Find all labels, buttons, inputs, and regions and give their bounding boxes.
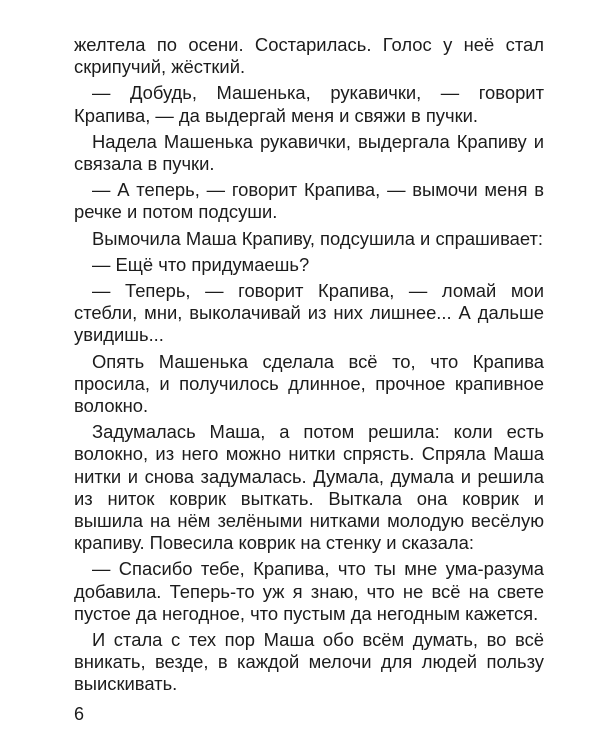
paragraph: И стала с тех пор Маша обо всём думать, во всё вникать, везде, в каждой мелочи для людей пользу выискивать. (74, 629, 544, 695)
paragraph: Задумалась Маша, а потом решила: коли есть волокно, из него можно нитки спрясть. Спряла Маша нитки и снова задумалась. Думала, думала и решила из ниток коврик выткать. Выткала она коврик и вышила на нём зелёными нитками молодую весёлую крапиву. Повесила коврик на стенку и сказала: (74, 421, 544, 554)
paragraph: — Спасибо тебе, Крапива, что ты мне ума-разума добавила. Теперь-то уж я знаю, что не всё на свете пустое да негодное, что пустым да негодным кажется. (74, 558, 544, 624)
paragraph: Вымочила Маша Крапиву, подсушила и спрашивает: (92, 227, 544, 249)
paragraph: — Добудь, Машенька, рукавички, — говорит Крапива, — да выдергай меня и свяжи в пучки. (74, 82, 544, 126)
paragraph: — Ещё что придумаешь? (92, 253, 310, 275)
paragraph: Опять Машенька сделала всё то, что Крапива просила, и получилось длинное, прочное крапивное волокно. (74, 350, 544, 417)
paragraph: Надела Машенька рукавички, выдергала Крапиву и связала в пучки. (74, 130, 544, 175)
page-body (74, 34, 544, 700)
paragraph: желтела по осени. Состарилась. Голос у неё стал скрипучий, жёсткий. (74, 34, 544, 78)
page-number: 6 (74, 704, 85, 724)
paragraph: — А теперь, — говорит Крапива, — вымочи меня в речке и потом подсуши. (74, 179, 544, 223)
paragraph: — Теперь, — говорит Крапива, — ломай мои стебли, мни, выколачивай из них лишнее... А дальше увидишь... (74, 280, 544, 346)
